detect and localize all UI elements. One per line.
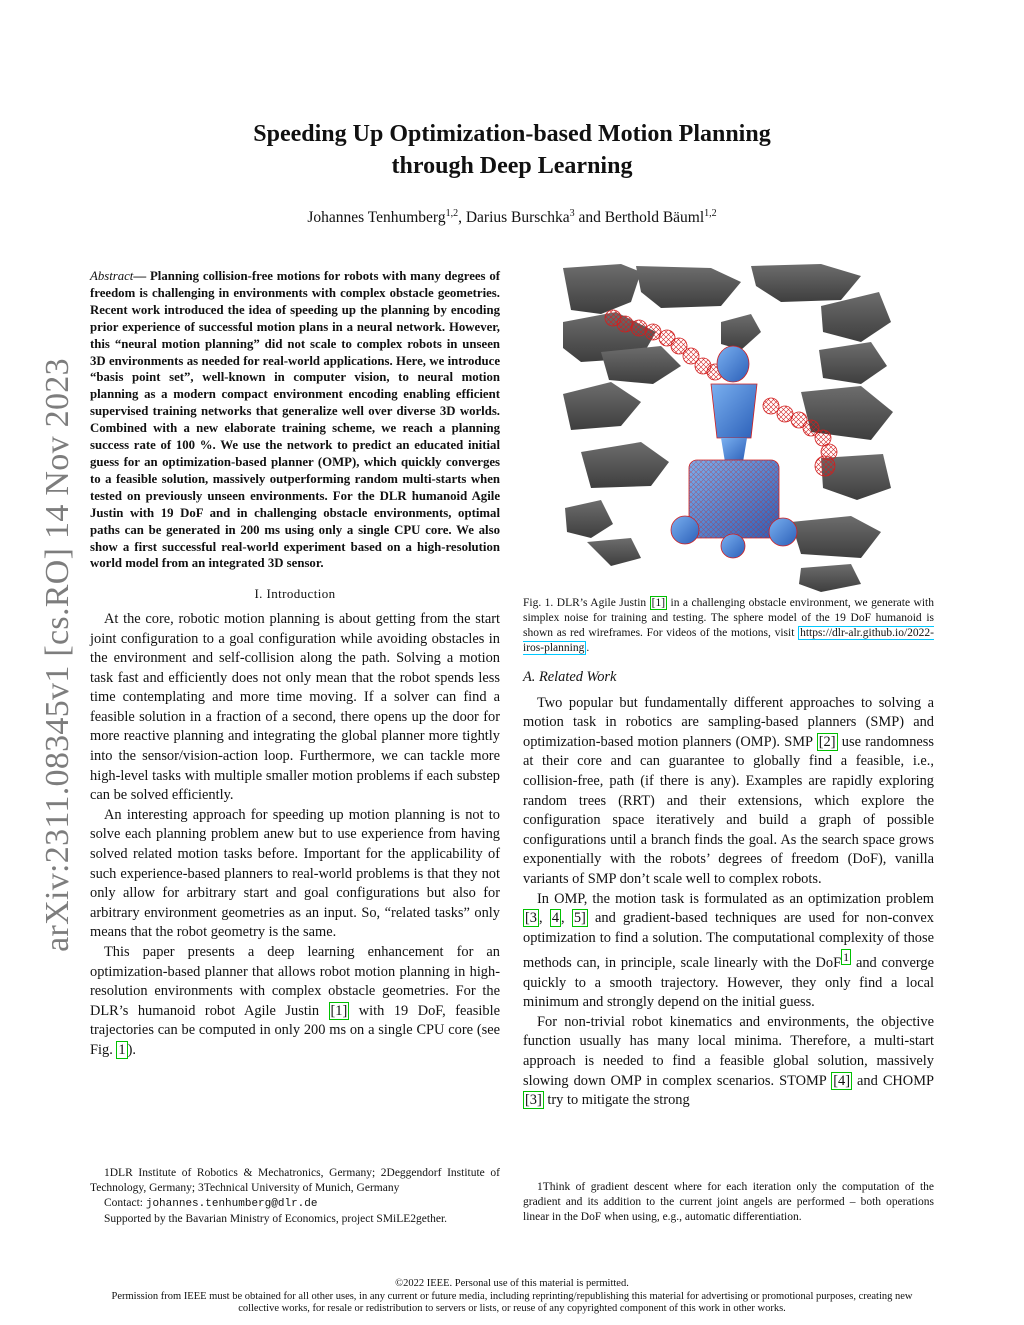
caption-text: in a challenging obstacle environment, we generate with simplex noise for training and testing. The sphere model of the 19 DoF humanoid is shown as red wireframes. For videos of the motions, visit <box>523 597 934 639</box>
citation-link[interactable]: [1] <box>651 597 666 609</box>
affiliation-footnotes <box>90 1166 500 1227</box>
citation-link[interactable]: [3 <box>525 910 537 927</box>
abstract-dash: — <box>133 269 150 283</box>
right-column <box>523 262 934 1111</box>
citation-link[interactable]: [2] <box>818 733 836 750</box>
abstract-text: Planning collision-free motions for robots with many degrees of freedom is challenging in environments with complex obstacle geometries. Recent work introduced the idea of speeding up the planning by encoding prior experience of successful motion plans in a neural network. However, this “neural motion planning” did not scale to complex robots in unseen 3D environments as needed for real-world applications. Here, we introduce “basis point set”, well-known in computer vision, to neural motion planning as a modern compact environment encoding enabling efficient supervised training networks that generalize well over diverse 3D worlds. Combined with a new elaborate training scheme, we reach a planning success rate of 100 %. We use the network to predict an educated initial guess for an optimization-based planner (OMP), which quickly converges to a feasible solution, massively outperforming random multi-starts when tested on previously unseen environments. For the DLR humanoid Agile Justin with 19 DoF and in challenging obstacle environments, optimal paths can be generated in 200 ms using only a single CPU core. We also show a first successful real-world experiment based on a high-resolution world model from an integrated 3D sensor. <box>90 269 500 571</box>
copyright-line-2: Permission from IEEE must be obtained for all other uses, in any current or future media, including reprinting/republishing this material for advertising or promotional purposes, creating new collective works, for resale or redistribution to servers or lists, or reuse of any copyrighted component of this work in other works. <box>111 1290 913 1314</box>
title-line-2: through Deep Learning <box>391 153 633 179</box>
subsection-heading-related-work: A. Related Work <box>523 669 617 685</box>
related-paragraph-2: In OMP, the motion task is formulated as an optimization problem [3 , 4 , 5] and gradient-based techniques are used for non-convex optimization to find a solution. The computational complexity of those methods can, in principle, scale linearly with the DoF $^1$ and converge quickly to a smooth trajectory. However, they only find a local minimum and strongly depend on the initial guess. <box>523 890 934 1011</box>
related-text: try to mitigate the strong <box>543 1092 690 1109</box>
author-3-affil: 1,2 <box>704 208 717 219</box>
author-list <box>120 208 904 227</box>
contact-email[interactable]: johannes.tenhumberg@dlr.de <box>145 1198 318 1210</box>
author-sep: , <box>458 209 466 227</box>
intro-p3-text: This paper presents a deep learning enhancement for an optimization-based planner that allows robot motion planning in high-resolution environments with complex obstacle geometries. For the DLR’s humanoid robot Agile Justin <box>90 944 500 1019</box>
related-text: In OMP, the motion task is formulated as an optimization problem <box>537 890 934 907</box>
contact-footnote <box>90 1196 500 1212</box>
author-2-affil: 3 <box>569 208 575 219</box>
footnote-link[interactable]: 1 <box>843 950 850 965</box>
related-text: and CHOMP <box>852 1072 934 1089</box>
related-paragraph-3 <box>523 1013 934 1111</box>
related-text: and converge quickly to a smooth trajectory. However, they only find a local minimum and strongly depend on the initial guess. <box>523 955 934 1011</box>
caption-text: Fig. 1. DLR’s Agile Justin <box>523 597 650 609</box>
caption-text: . <box>586 642 590 654</box>
footnote-1-text: 1Think of gradient descent where for each iteration only the computation of the gradient and its addition to the current joint angels are performed – both operations linear in the DoF when using, e.g., automatic differentiation. <box>523 1181 934 1223</box>
project-url-link[interactable]: https://dlr-alr.github.io/2022-iros-planning <box>523 627 934 654</box>
abstract <box>90 268 500 572</box>
affiliation-footnote: 1DLR Institute of Robotics & Mechatronics, Germany; 2Deggendorf Institute of Technology, Germany; 3Technical University of Munich, Germany <box>90 1167 500 1194</box>
intro-paragraph-2: An interesting approach for speeding up motion planning is not to solve each planning problem anew but to use experience from having solved related motion tasks before. Important for the applicability of such experience-based planners to real-world problems is that they not only allow for arbitrary start and goal configurations but also for arbitrary environment geometries as an input. So, “related tasks” only means that the robot geometry is the same. <box>90 806 500 941</box>
funding-footnote: Supported by the Bavarian Ministry of Economics, project SMiLE2gether. <box>104 1213 448 1225</box>
author-3: Berthold Bäuml <box>604 209 705 227</box>
citation-link[interactable]: [4] <box>833 1072 851 1089</box>
related-paragraph-1 <box>523 694 934 890</box>
title-line-1: Speeding Up Optimization-based Motion Planning <box>253 121 771 147</box>
abstract-label: Abstract <box>90 269 134 283</box>
section-heading-introduction: I. Introduction <box>254 586 336 602</box>
arxiv-id: arXiv:2311.08345v1 [cs.RO] 14 Nov 2023 <box>39 358 76 952</box>
paper-title <box>150 118 874 182</box>
copyright-line-1: ©2022 IEEE. Personal use of this material is permitted. <box>395 1278 629 1289</box>
intro-p3-text: with 19 DoF, feasible trajectories can be computed in only 200 ms on a single CPU core (see Fig. <box>90 1002 500 1058</box>
gradient-footnote <box>523 1180 934 1225</box>
arxiv-sidebar <box>28 340 88 970</box>
citation-link[interactable]: [3] <box>525 1092 542 1109</box>
related-text: use randomness at their core and can guarantee to globally find a feasible, i.e., collision-free, path (if there is any). Examples are rapidly exploring random trees (RRT) and their extensions, which explore the configuration space iteratively and build a graph of possible configurations until a branch finds the goal. As the search space grows exponentially with the robots’ degrees of freedom (DoF), vanilla variants of SMP don’t scale well to complex robots. <box>523 733 934 887</box>
left-column <box>90 268 500 1061</box>
related-text: Two popular but fundamentally different approaches to solving a motion task in robotics are sampling-based planners (SMP) and optimization-based motion planners (OMP). SMP <box>523 694 934 750</box>
intro-p3-text: ). <box>127 1041 136 1058</box>
citation-link[interactable]: [1] <box>330 1002 348 1019</box>
author-2: Darius Burschka <box>465 209 570 227</box>
citation-link[interactable]: 4 <box>551 910 560 927</box>
author-sep: and <box>574 209 605 227</box>
citation-link[interactable]: 5] <box>573 910 586 927</box>
figure-link[interactable]: 1 <box>118 1041 126 1058</box>
related-text: and gradient-based techniques are used for non-convex optimization to find a solution. The computational complexity of those methods can, in principle, scale linearly with the DoF <box>523 910 934 972</box>
ieee-copyright-notice <box>90 1278 934 1316</box>
author-1-affil: 1,2 <box>445 208 459 219</box>
intro-paragraph-1: At the core, robotic motion planning is about getting from the start joint configuration to a goal configuration while avoiding obstacles in the environment and self-collision along the path. Solving a motion task fast and efficiently does not only mean that the robot spends less time contemplating and more time moving. If a solver can find a feasible solution in a fraction of a second, there opens up the door for more reactive planning and integrating the global planner more tightly into the sensor/vision-action loop. Furthermore, we can tackle more high-level tasks with multiple smaller motion problems if each substep can be solved efficiently. <box>90 610 500 804</box>
contact-label: Contact: <box>104 1197 146 1209</box>
author-1: Johannes Tenhumberg <box>307 209 446 227</box>
figure-1-caption <box>523 596 934 656</box>
related-text: For non-trivial robot kinematics and environments, the objective function usually has many local minima. Therefore, a multi-start approach is needed to find a feasible global solution, massively slowing down OMP in complex scenarios. STOMP <box>523 1013 934 1089</box>
intro-paragraph-3 <box>90 943 500 1061</box>
